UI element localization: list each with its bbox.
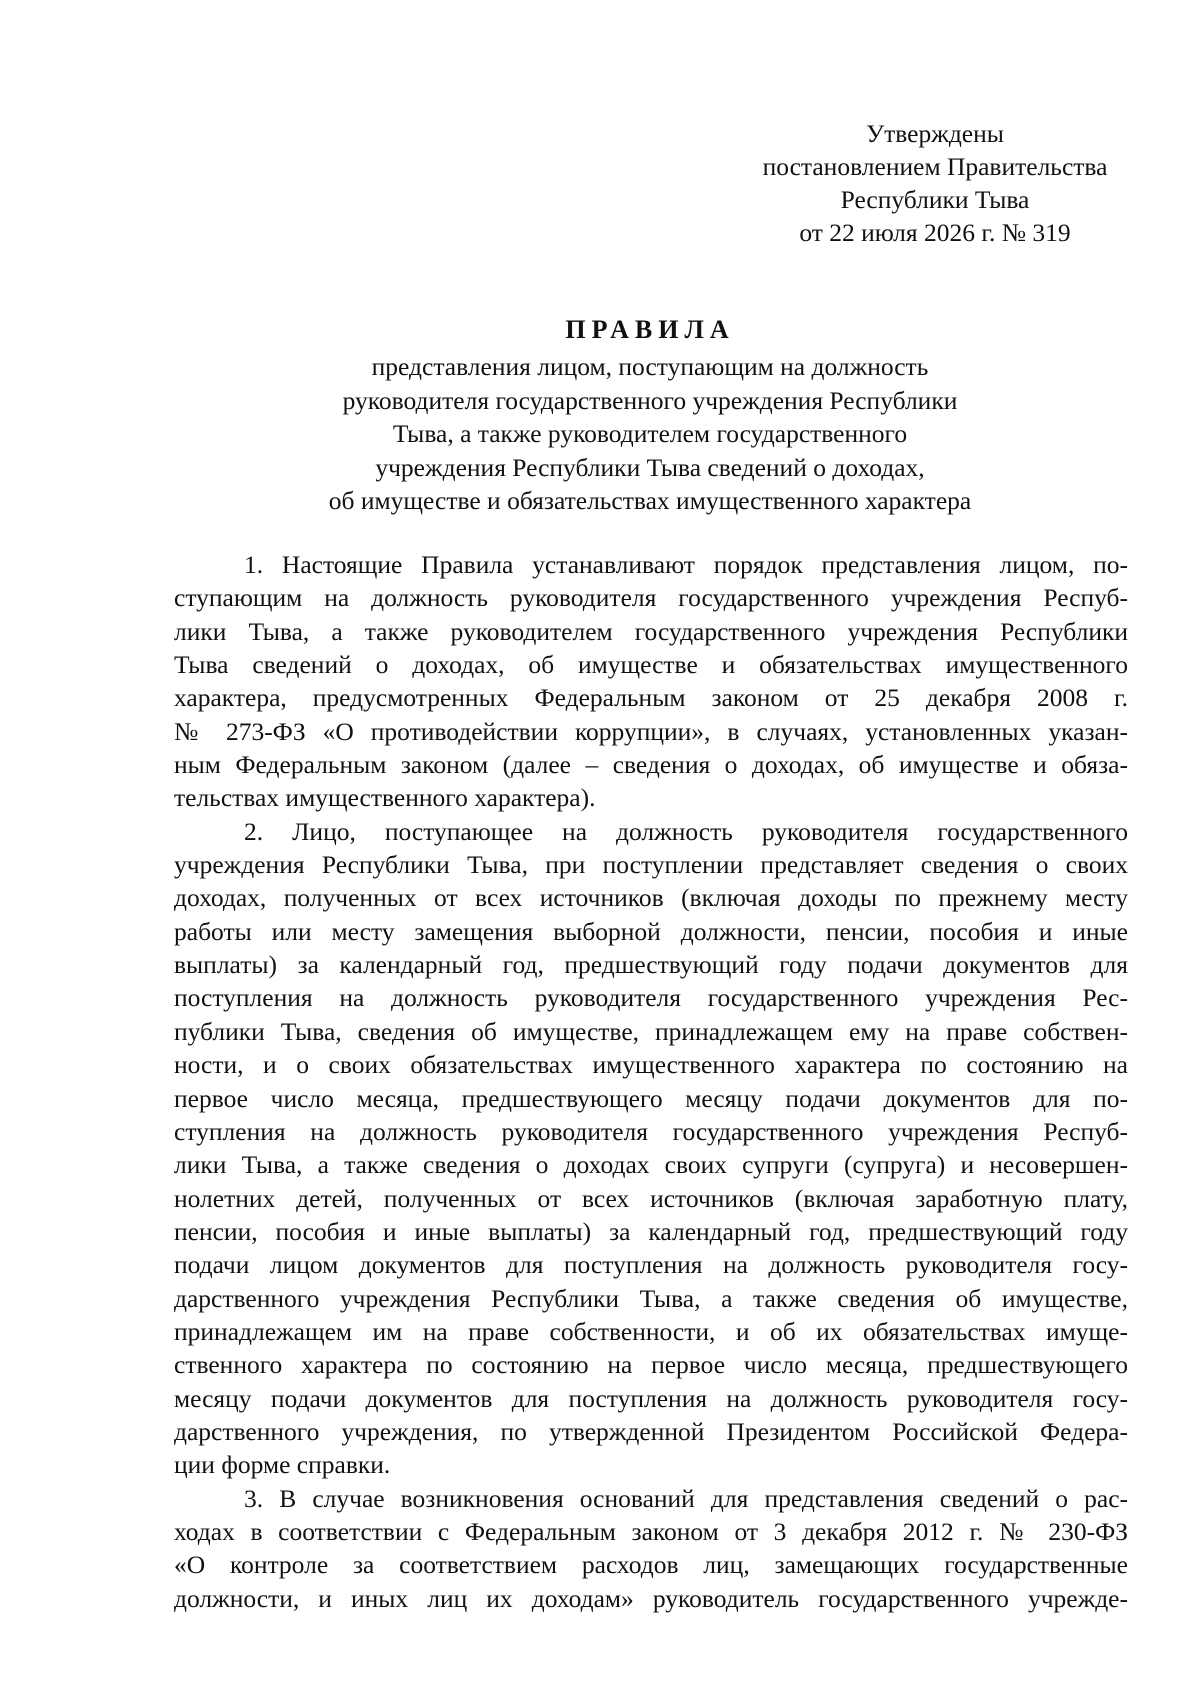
paragraph-line: дарственного учреждения Республики Тыва, а также сведения об имуществе, — [174, 1283, 1128, 1313]
paragraph-line: первое число месяца, предшествующего месяцу подачи документов для по- — [174, 1083, 1128, 1113]
paragraph-line: выплаты) за календарный год, предшествующий году подачи документов для — [174, 950, 1128, 980]
paragraph-line: ности, и о своих обязательствах имущественного характера по состоянию на — [174, 1050, 1128, 1080]
approval-line: от 22 июля 2026 г. № 319 — [799, 218, 1071, 247]
paragraph-1 — [174, 548, 1128, 815]
title-subtitle-line: представления лицом, поступающим на должность — [371, 352, 929, 381]
title-subtitle-line: руководителя государственного учреждения Республики — [342, 385, 958, 415]
paragraph-line: ции форме справки. — [174, 1450, 391, 1480]
paragraph-line: ным Федеральным законом (далее – сведения о доходах, об имуществе и обяза- — [174, 750, 1128, 780]
document-title — [170, 313, 1130, 518]
paragraph-line: должности, и иных лиц их доходам» руководитель государственного учрежде- — [174, 1583, 1128, 1613]
paragraph-line: ступления на должность руководителя государственного учреждения Респуб- — [174, 1116, 1128, 1146]
paragraph-3 — [174, 1482, 1128, 1615]
paragraph-line: № 273-ФЗ «О противодействии коррупции», в случаях, установленных указан- — [174, 716, 1128, 746]
paragraph-line: поступления на должность руководителя государственного учреждения Рес- — [174, 983, 1128, 1013]
title-subtitle-line: об имуществе и обязательствах имущественного характера — [328, 486, 972, 515]
paragraph-line: Тыва сведений о доходах, об имуществе и обязательствах имущественного — [174, 650, 1128, 680]
paragraph-line: нолетних детей, полученных от всех источников (включая заработную плату, — [174, 1183, 1128, 1213]
approval-line: Утверждены — [866, 119, 1004, 148]
paragraph-line: работы или месту замещения выборной должности, пенсии, пособия и иные — [174, 916, 1128, 946]
approval-line: постановлением Правительства — [762, 152, 1108, 181]
paragraph-line: принадлежащем им на праве собственности, и об их обязательствах имуще- — [174, 1316, 1128, 1346]
paragraph-line: подачи лицом документов для поступления на должность руководителя госу- — [174, 1250, 1128, 1280]
paragraph-line: характера, предусмотренных Федеральным законом от 25 декабря 2008 г. — [174, 683, 1128, 713]
paragraph-line: пенсии, пособия и иные выплаты) за календарный год, предшествующий году — [174, 1216, 1128, 1246]
approval-stamp — [745, 117, 1125, 249]
paragraph-line: ступающим на должность руководителя государственного учреждения Респуб- — [174, 583, 1128, 613]
title-subtitle-line: Тыва, а также руководителем государственного — [392, 419, 908, 448]
paragraph-2 — [174, 815, 1128, 1482]
document-body — [174, 548, 1128, 1615]
paragraph-line: публики Тыва, сведения об имуществе, принадлежащем ему на праве собствен- — [174, 1016, 1128, 1046]
paragraph-line: 3. В случае возникновения оснований для представления сведений о рас- — [244, 1483, 1128, 1513]
paragraph-line: учреждения Республики Тыва, при поступлении представляет сведения о своих — [174, 850, 1128, 880]
paragraph-line: тельствах имущественного характера). — [174, 783, 596, 813]
paragraph-line: месяцу подачи документов для поступления на должность руководителя госу- — [174, 1383, 1128, 1413]
paragraph-line: 2. Лицо, поступающее на должность руководителя государственного — [244, 816, 1128, 846]
paragraph-line: дарственного учреждения, по утвержденной Президентом Российской Федера- — [174, 1416, 1128, 1446]
title-subtitle-line: учреждения Республики Тыва сведений о доходах, — [375, 452, 925, 482]
paragraph-line: доходах, полученных от всех источников (включая доходы по прежнему месту — [174, 883, 1128, 913]
paragraph-line: ственного характера по состоянию на первое число месяца, предшествующего — [174, 1350, 1128, 1380]
paragraph-line: лики Тыва, а также руководителем государственного учреждения Республики — [174, 616, 1128, 646]
approval-line: Республики Тыва — [840, 185, 1030, 214]
title-heading: ПРАВИЛА — [565, 315, 735, 344]
paragraph-line: 1. Настоящие Правила устанавливают порядок представления лицом, по- — [244, 550, 1128, 579]
paragraph-line: лики Тыва, а также сведения о доходах своих супруги (супруга) и несовершен- — [174, 1150, 1128, 1180]
paragraph-line: ходах в соответствии с Федеральным законом от 3 декабря 2012 г. № 230-ФЗ — [174, 1516, 1128, 1546]
paragraph-line: «О контроле за соответствием расходов лиц, замещающих государственные — [174, 1550, 1128, 1580]
